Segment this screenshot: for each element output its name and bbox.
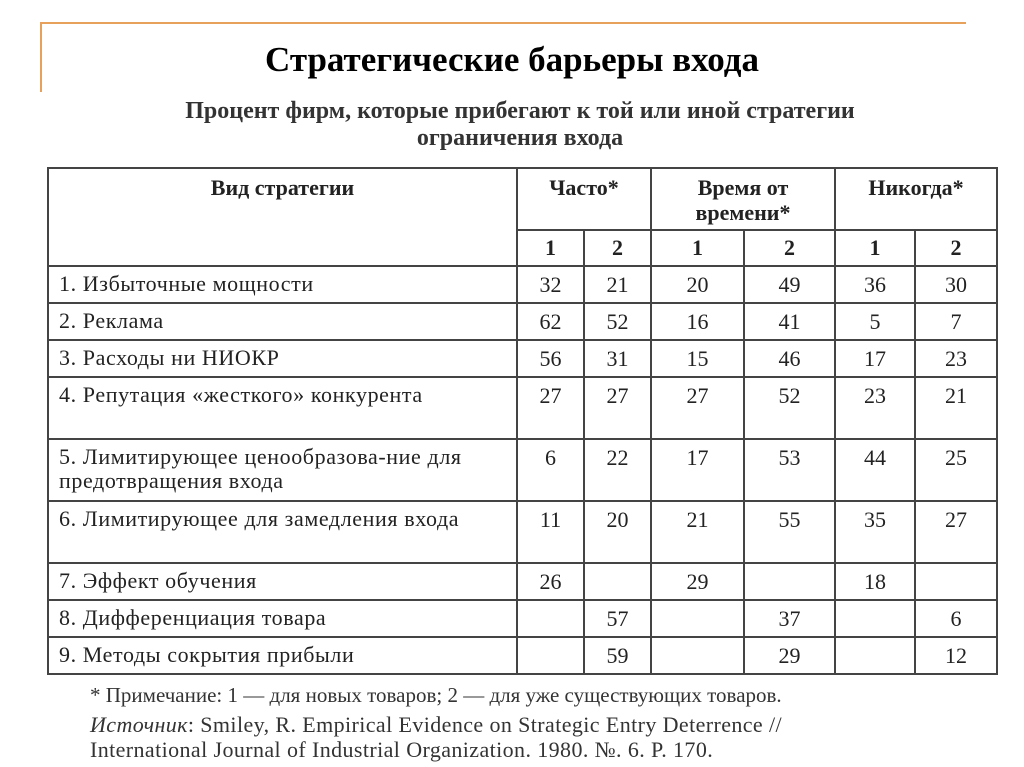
value-cell — [835, 600, 915, 637]
value-cell: 56 — [517, 340, 584, 377]
value-cell: 20 — [651, 266, 744, 303]
value-cell: 11 — [517, 501, 584, 563]
value-cell: 17 — [651, 439, 744, 501]
table-row — [48, 377, 997, 439]
source-citation — [90, 712, 1020, 762]
value-cell: 20 — [584, 501, 651, 563]
value-cell: 52 — [744, 377, 835, 439]
strategy-name: 1. Избыточные мощности — [48, 266, 517, 303]
table-row — [48, 563, 997, 600]
strategy-name: 5. Лимитирующее ценообразова-ние для предотвращения входа — [48, 439, 517, 501]
value-cell: 36 — [835, 266, 915, 303]
table-row — [48, 501, 997, 563]
source-line-1: : Smiley, R. Empirical Evidence on Strategic Entry Deterrence // — [187, 712, 783, 737]
value-cell: 32 — [517, 266, 584, 303]
strategy-name: 2. Реклама — [48, 303, 517, 340]
table-row — [48, 340, 997, 377]
strategy-table — [47, 167, 998, 675]
value-cell: 15 — [651, 340, 744, 377]
subheader-cell: 1 — [835, 230, 915, 266]
subheader-cell: 2 — [915, 230, 997, 266]
value-cell: 21 — [651, 501, 744, 563]
caption-line-2: ограничения входа — [416, 125, 624, 151]
value-cell: 30 — [915, 266, 997, 303]
value-cell — [517, 637, 584, 674]
value-cell — [915, 563, 997, 600]
value-cell: 21 — [915, 377, 997, 439]
value-cell: 6 — [517, 439, 584, 501]
table-row — [48, 600, 997, 637]
value-cell — [835, 637, 915, 674]
header-sometimes: Время от времени* — [651, 168, 835, 230]
strategy-name: 9. Методы сокрытия прибыли — [48, 637, 517, 674]
subheader-cell: 2 — [584, 230, 651, 266]
value-cell: 21 — [584, 266, 651, 303]
strategy-name: 6. Лимитирующее для замедления входа — [48, 501, 517, 563]
header-often: Часто* — [517, 168, 651, 230]
value-cell: 26 — [517, 563, 584, 600]
value-cell — [584, 563, 651, 600]
value-cell: 23 — [915, 340, 997, 377]
strategy-name: 3. Расходы ни НИОКР — [48, 340, 517, 377]
value-cell: 46 — [744, 340, 835, 377]
value-cell — [651, 637, 744, 674]
value-cell: 12 — [915, 637, 997, 674]
source-line-2: International Journal of Industrial Organization. 1980. №. 6. P. 170. — [90, 737, 714, 762]
table-row — [48, 637, 997, 674]
value-cell — [651, 600, 744, 637]
value-cell: 41 — [744, 303, 835, 340]
table-row — [48, 439, 997, 501]
value-cell: 27 — [915, 501, 997, 563]
value-cell: 22 — [584, 439, 651, 501]
value-cell: 16 — [651, 303, 744, 340]
footnote: * Примечание: 1 — для новых товаров; 2 — для уже существующих товаров. — [90, 683, 782, 707]
header-strategy: Вид стратегии — [48, 168, 517, 266]
subheader-cell: 2 — [744, 230, 835, 266]
value-cell: 27 — [517, 377, 584, 439]
value-cell: 31 — [584, 340, 651, 377]
value-cell: 27 — [584, 377, 651, 439]
strategy-name: 8. Дифференциация товара — [48, 600, 517, 637]
value-cell: 57 — [584, 600, 651, 637]
value-cell: 35 — [835, 501, 915, 563]
value-cell: 55 — [744, 501, 835, 563]
caption-line-1: Процент фирм, которые прибегают к той или иной стратегии — [185, 98, 855, 124]
table-caption — [30, 98, 1010, 152]
value-cell: 17 — [835, 340, 915, 377]
value-cell: 7 — [915, 303, 997, 340]
value-cell: 18 — [835, 563, 915, 600]
value-cell — [517, 600, 584, 637]
value-cell: 49 — [744, 266, 835, 303]
value-cell — [744, 563, 835, 600]
value-cell: 6 — [915, 600, 997, 637]
header-never: Никогда* — [835, 168, 997, 230]
slide-title: Стратегические барьеры входа — [265, 40, 759, 79]
value-cell: 29 — [744, 637, 835, 674]
value-cell: 5 — [835, 303, 915, 340]
value-cell: 59 — [584, 637, 651, 674]
accent-line-top — [40, 22, 966, 24]
strategy-name: 4. Репутация «жесткого» конкурента — [48, 377, 517, 439]
strategy-name: 7. Эффект обучения — [48, 563, 517, 600]
subheader-cell: 1 — [651, 230, 744, 266]
value-cell: 53 — [744, 439, 835, 501]
value-cell: 23 — [835, 377, 915, 439]
subheader-cell: 1 — [517, 230, 584, 266]
value-cell: 44 — [835, 439, 915, 501]
source-label: Источник — [90, 712, 188, 737]
table-row — [48, 303, 997, 340]
value-cell: 27 — [651, 377, 744, 439]
value-cell: 25 — [915, 439, 997, 501]
value-cell: 52 — [584, 303, 651, 340]
value-cell: 37 — [744, 600, 835, 637]
value-cell: 62 — [517, 303, 584, 340]
table-row — [48, 266, 997, 303]
value-cell: 29 — [651, 563, 744, 600]
